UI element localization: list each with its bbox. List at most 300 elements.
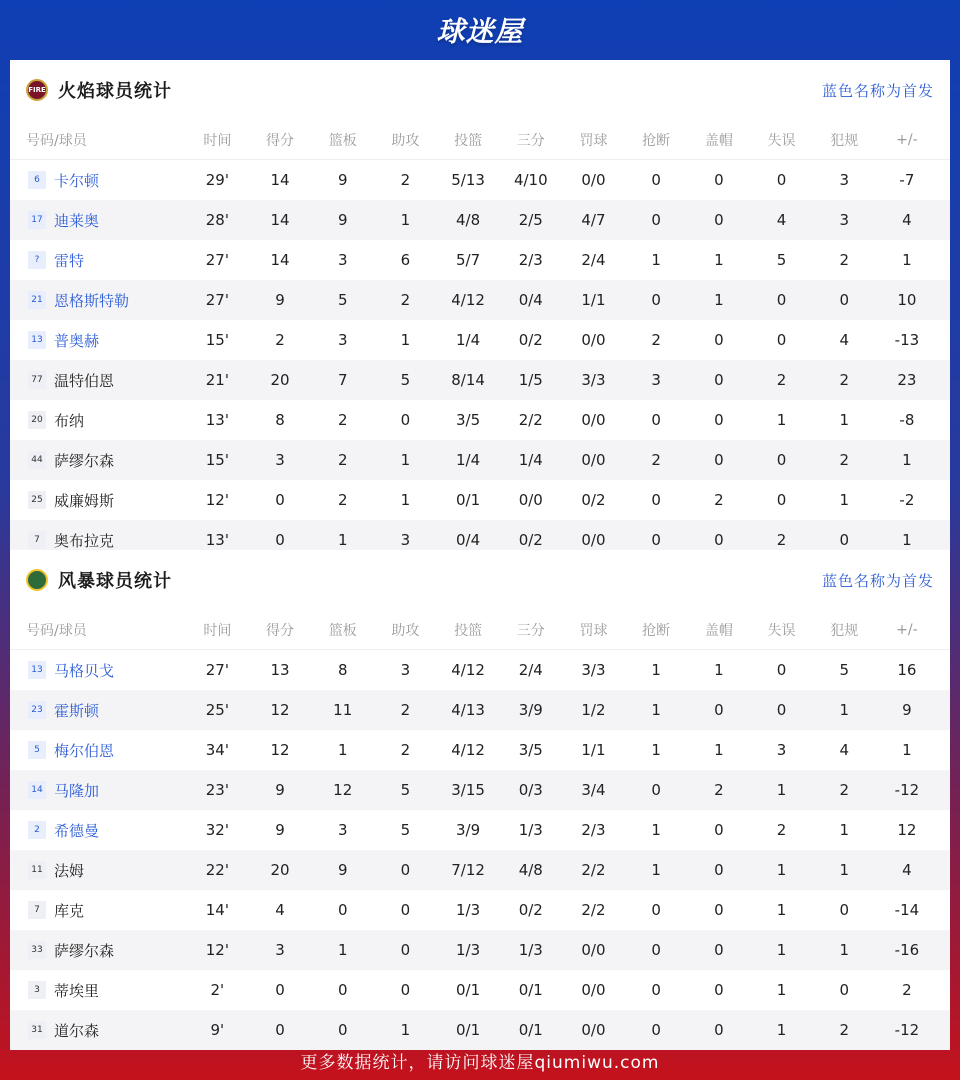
player-row[interactable] — [10, 160, 950, 200]
column-header: 罚球 — [579, 622, 608, 639]
stat-cell: 0/0 — [581, 451, 606, 469]
stat-cell: 1 — [400, 331, 411, 349]
player-row[interactable] — [10, 480, 950, 520]
stat-cell: 1 — [776, 941, 787, 959]
stat-cell: 15' — [205, 331, 229, 349]
player-row[interactable] — [10, 890, 950, 930]
stat-cell: 23' — [205, 781, 229, 799]
stat-cell: 0/4 — [456, 531, 481, 549]
stat-cell: 0 — [400, 411, 411, 429]
stat-cell: 0/1 — [518, 1021, 543, 1039]
stat-cell: 1 — [651, 701, 661, 719]
stat-cell: 0 — [275, 531, 285, 549]
player-cell — [10, 450, 186, 471]
jersey-number-badge: 33 — [28, 941, 46, 959]
jersey-number-badge: 11 — [28, 861, 46, 879]
stat-cell: 7/12 — [451, 861, 485, 879]
column-header: +/- — [896, 131, 918, 148]
column-header: 投篮 — [454, 622, 483, 639]
stat-cell: 0/1 — [456, 1021, 481, 1039]
stat-cell: 8 — [275, 411, 285, 429]
stat-cell: 1/4 — [456, 331, 481, 349]
column-header: 犯规 — [830, 132, 859, 149]
stat-cell: 9 — [337, 861, 348, 879]
column-header: 失误 — [767, 622, 796, 639]
player-name-link[interactable]: 霍斯顿 — [54, 701, 100, 720]
column-header: +/- — [896, 621, 918, 638]
stat-cell: 4/7 — [581, 211, 606, 229]
stat-cell: 0 — [776, 291, 787, 309]
stat-cell: 1 — [776, 901, 787, 919]
stat-cell: 9 — [275, 291, 285, 309]
stat-cell: 1 — [776, 1021, 787, 1039]
stat-cell: 1 — [651, 741, 661, 759]
stat-cell: 22' — [205, 861, 229, 879]
player-name-link[interactable]: 温特伯恩 — [54, 371, 115, 390]
stat-cell: 1 — [902, 741, 912, 759]
stat-cell: 4/8 — [518, 861, 543, 879]
stat-cell: 0 — [714, 211, 724, 229]
stat-cell: 13' — [205, 531, 229, 549]
stat-cell: -12 — [894, 1021, 920, 1039]
stat-cell: 2 — [400, 291, 411, 309]
player-name-link[interactable]: 马格贝戈 — [54, 661, 115, 680]
stat-cell: 1/1 — [581, 741, 606, 759]
stat-cell: 1 — [337, 741, 348, 759]
stat-cell: 3/3 — [581, 371, 606, 389]
stat-cell: 2 — [714, 491, 724, 509]
stat-cell: 0 — [714, 171, 724, 189]
stat-cell: 14' — [205, 901, 229, 919]
jersey-number-badge: ? — [28, 251, 46, 269]
player-cell — [10, 860, 186, 881]
stat-cell: 0 — [714, 861, 724, 879]
jersey-number-badge: 23 — [28, 701, 46, 719]
stat-cell: 3 — [651, 371, 661, 389]
player-cell — [10, 370, 186, 391]
column-header: 盖帽 — [704, 622, 733, 639]
player-row[interactable] — [10, 650, 950, 690]
player-row[interactable] — [10, 400, 950, 440]
player-name-link[interactable]: 库克 — [54, 901, 85, 920]
player-name-link[interactable]: 萨缪尔森 — [54, 451, 115, 470]
player-row[interactable] — [10, 690, 950, 730]
stat-cell: 4 — [839, 741, 849, 759]
jersey-number-badge: 44 — [28, 451, 46, 469]
stat-cell: 2 — [776, 821, 787, 839]
stat-cell: 1 — [902, 451, 912, 469]
stat-cell: 0 — [651, 981, 661, 999]
stat-cell: 2 — [839, 781, 849, 799]
stat-cell: 2/4 — [518, 661, 543, 679]
stat-cell: 0 — [714, 371, 724, 389]
stat-cell: 0 — [714, 331, 724, 349]
player-name-link[interactable]: 奥布拉克 — [54, 531, 115, 550]
stat-cell: 0/1 — [456, 491, 481, 509]
column-header: 助攻 — [391, 132, 420, 149]
column-header: 抢断 — [642, 132, 671, 149]
player-cell — [10, 940, 186, 961]
stat-cell: 0 — [776, 451, 787, 469]
player-cell — [10, 530, 186, 551]
stat-cell: 11 — [333, 701, 353, 719]
stat-cell: 1 — [776, 861, 787, 879]
storm-stats-panel — [10, 550, 950, 1040]
stat-cell: 0 — [714, 531, 724, 549]
stat-cell: -16 — [894, 941, 920, 959]
player-row[interactable] — [10, 320, 950, 360]
stat-cell: 0/0 — [581, 171, 606, 189]
stat-cell: 2/4 — [581, 251, 606, 269]
stat-cell: 3/9 — [518, 701, 543, 719]
stat-cell: 2 — [839, 371, 849, 389]
stat-cell: 0 — [651, 1021, 661, 1039]
stat-cell: 2 — [776, 531, 787, 549]
player-cell — [10, 290, 186, 311]
stat-cell: 0 — [714, 411, 724, 429]
stat-cell: 3 — [776, 741, 787, 759]
stat-cell: 6 — [400, 251, 411, 269]
jersey-number-badge: 77 — [28, 371, 46, 389]
stat-cell: 1 — [337, 531, 348, 549]
player-cell — [10, 330, 186, 351]
stat-cell: 1/3 — [518, 941, 543, 959]
stat-cell: 13 — [270, 661, 290, 679]
jersey-number-badge: 17 — [28, 211, 46, 229]
player-row[interactable] — [10, 770, 950, 810]
footer-promo[interactable]: 更多数据统计，请访问球迷屋qiumiwu.com — [300, 1052, 660, 1073]
stat-cell: 0 — [714, 451, 724, 469]
stat-cell: 1 — [400, 451, 411, 469]
stat-cell: 8 — [337, 661, 348, 679]
stat-cell: 1 — [400, 491, 411, 509]
stat-cell: 4 — [839, 331, 849, 349]
player-name-link[interactable]: 梅尔伯恩 — [54, 741, 115, 760]
stat-cell: -12 — [894, 781, 920, 799]
stat-cell: 0 — [337, 1021, 348, 1039]
stat-cell: 0/2 — [518, 331, 543, 349]
stat-cell: 2 — [839, 1021, 849, 1039]
stat-cell: 1/3 — [518, 821, 543, 839]
stat-cell: 3 — [337, 821, 348, 839]
player-row[interactable] — [10, 970, 950, 1010]
stat-cell: 0/1 — [518, 981, 543, 999]
player-cell — [10, 820, 186, 841]
stat-cell: 1 — [902, 251, 912, 269]
stat-cell: 0 — [337, 901, 348, 919]
stat-cell: 23 — [897, 371, 917, 389]
stat-cell: -8 — [899, 411, 915, 429]
player-cell — [10, 980, 186, 1001]
player-row[interactable] — [10, 360, 950, 400]
team-stats-title: 风暴球员统计 — [58, 571, 172, 592]
stat-cell: 5/7 — [456, 251, 481, 269]
player-name-link[interactable]: 萨缪尔森 — [54, 941, 115, 960]
player-name-link[interactable]: 普奥赫 — [54, 331, 100, 350]
stat-cell: 2/3 — [518, 251, 543, 269]
player-row[interactable] — [10, 810, 950, 850]
player-name-link[interactable]: 卡尔顿 — [54, 171, 100, 190]
stat-cell: 0 — [651, 491, 661, 509]
stat-cell: 4 — [776, 211, 787, 229]
stat-cell: 1 — [651, 861, 661, 879]
stat-cell: 12 — [333, 781, 353, 799]
stat-cell: 0/1 — [456, 981, 481, 999]
stat-cell: 1 — [776, 981, 787, 999]
stat-cell: -14 — [894, 901, 920, 919]
stat-cell: 3 — [839, 211, 849, 229]
stat-cell: 2 — [714, 781, 724, 799]
stat-cell: 0 — [839, 901, 849, 919]
player-cell — [10, 490, 186, 511]
player-name-link[interactable]: 恩格斯特勒 — [54, 291, 130, 310]
stat-cell: 3 — [337, 331, 348, 349]
stat-cell: 2/5 — [518, 211, 543, 229]
jersey-number-badge: 14 — [28, 781, 46, 799]
stat-cell: 5 — [400, 781, 411, 799]
starter-legend-note: 蓝色名称为首发 — [821, 572, 934, 590]
stat-cell: 0/2 — [581, 491, 606, 509]
stat-cell: 1 — [714, 661, 724, 679]
stat-cell: 1 — [839, 701, 849, 719]
stat-cell: 0/0 — [581, 531, 606, 549]
stat-cell: 28' — [205, 211, 229, 229]
stat-cell: 12 — [270, 701, 290, 719]
stat-cell: 14 — [270, 171, 290, 189]
player-row[interactable] — [10, 930, 950, 970]
jersey-number-badge: 21 — [28, 291, 46, 309]
stat-cell: 12 — [897, 821, 917, 839]
player-row[interactable] — [10, 200, 950, 240]
stat-cell: 0 — [776, 701, 787, 719]
stat-cell: 2/2 — [581, 901, 606, 919]
stat-cell: 5 — [839, 661, 849, 679]
stat-cell: 4 — [902, 861, 912, 879]
stat-cell: 4/13 — [451, 701, 485, 719]
stat-cell: 1 — [839, 491, 849, 509]
player-row[interactable] — [10, 850, 950, 890]
player-cell — [10, 250, 186, 271]
column-header: 篮板 — [328, 622, 357, 639]
player-name-link[interactable]: 希德曼 — [54, 821, 100, 840]
stat-cell: 14 — [270, 251, 290, 269]
player-name-link[interactable]: 雷特 — [54, 251, 85, 270]
stat-cell: 27' — [205, 661, 229, 679]
stat-cell: 4/10 — [513, 171, 548, 189]
stat-cell: 3/5 — [518, 741, 543, 759]
player-name-link[interactable]: 法姆 — [54, 861, 85, 880]
player-name-link[interactable]: 蒂埃里 — [54, 981, 100, 1000]
stat-cell: 1/4 — [518, 451, 543, 469]
stat-cell: 7 — [337, 371, 348, 389]
stat-cell: 9 — [337, 171, 348, 189]
stat-cell: 9 — [337, 211, 348, 229]
panel-header — [10, 60, 950, 120]
column-header: 助攻 — [391, 622, 420, 639]
stat-cell: 0 — [776, 171, 787, 189]
stat-cell: 1/3 — [456, 941, 481, 959]
stat-cell: 5 — [400, 371, 411, 389]
stat-cell: 15' — [205, 451, 229, 469]
player-row[interactable] — [10, 280, 950, 320]
column-header: 抢断 — [642, 622, 671, 639]
player-row[interactable] — [10, 730, 950, 770]
player-name-link[interactable]: 威廉姆斯 — [54, 491, 115, 510]
stat-cell: 2 — [902, 981, 912, 999]
stat-cell: 0 — [714, 701, 724, 719]
stat-cell: 0/0 — [581, 1021, 606, 1039]
stat-cell: 1 — [651, 661, 661, 679]
stat-cell: 1 — [400, 211, 411, 229]
stat-cell: 2 — [275, 331, 285, 349]
column-header: 盖帽 — [704, 132, 733, 149]
column-header: 时间 — [203, 132, 232, 149]
stat-cell: 2 — [400, 741, 411, 759]
stat-cell: 10 — [897, 291, 917, 309]
player-name-link[interactable]: 迪莱奥 — [54, 211, 100, 230]
player-cell — [10, 900, 186, 921]
table-header-row — [10, 610, 950, 650]
stat-cell: 0 — [651, 901, 661, 919]
stat-cell: 1 — [839, 861, 849, 879]
player-cell — [10, 1020, 186, 1041]
player-cell — [10, 410, 186, 431]
stat-cell: 0 — [839, 981, 849, 999]
stat-cell: 0 — [776, 661, 787, 679]
stat-cell: 3 — [400, 531, 411, 549]
column-header: 犯规 — [830, 622, 859, 639]
stat-cell: 1 — [651, 251, 661, 269]
stat-cell: -2 — [899, 491, 915, 509]
stat-cell: 0/0 — [581, 981, 606, 999]
stat-cell: 2 — [337, 451, 348, 469]
stat-cell: 9 — [275, 821, 285, 839]
player-row[interactable] — [10, 240, 950, 280]
stat-cell: 0 — [651, 171, 661, 189]
stat-cell: 3/9 — [456, 821, 481, 839]
stat-cell: 5 — [776, 251, 787, 269]
column-header: 投篮 — [454, 132, 483, 149]
player-cell — [10, 210, 186, 231]
team-stats-title: 火焰球员统计 — [58, 81, 172, 102]
column-header: 时间 — [203, 622, 232, 639]
stat-cell: -7 — [899, 171, 915, 189]
stat-cell: 5 — [400, 821, 411, 839]
stat-cell: 27' — [205, 251, 229, 269]
player-cell — [10, 170, 186, 191]
column-header: 得分 — [266, 622, 295, 639]
starter-legend-note: 蓝色名称为首发 — [821, 82, 934, 100]
stat-cell: 0 — [400, 941, 411, 959]
stat-cell: 1 — [714, 251, 724, 269]
stat-cell: 20 — [270, 861, 290, 879]
stat-cell: 4 — [902, 211, 912, 229]
player-row[interactable] — [10, 440, 950, 480]
stat-cell: 12' — [205, 941, 229, 959]
stat-cell: 2 — [337, 411, 348, 429]
player-name-link[interactable]: 马隆加 — [54, 781, 100, 800]
jersey-number-badge: 13 — [28, 331, 46, 349]
stat-cell: 9 — [275, 781, 285, 799]
column-header: 篮板 — [328, 132, 357, 149]
stat-cell: 13' — [205, 411, 229, 429]
stat-cell: 1 — [776, 411, 787, 429]
stat-cell: 0 — [400, 861, 411, 879]
stat-cell: 14 — [270, 211, 290, 229]
player-cell — [10, 740, 186, 761]
stat-cell: 2 — [839, 251, 849, 269]
player-cell — [10, 780, 186, 801]
panel-header — [10, 550, 950, 610]
stat-cell: 0 — [839, 531, 849, 549]
stat-cell: 0 — [714, 821, 724, 839]
jersey-number-badge: 3 — [28, 981, 46, 999]
stat-cell: 0 — [275, 981, 285, 999]
stat-cell: 16 — [897, 661, 917, 679]
jersey-number-badge: 13 — [28, 661, 46, 679]
stat-cell: 32' — [205, 821, 229, 839]
stat-cell: 4 — [275, 901, 285, 919]
stat-cell: 0 — [839, 291, 849, 309]
stat-cell: 9 — [902, 701, 912, 719]
player-cell — [10, 700, 186, 721]
jersey-number-badge: 7 — [28, 531, 46, 549]
stat-cell: 0/0 — [581, 331, 606, 349]
stat-cell: 0/0 — [581, 941, 606, 959]
stat-cell: 4/12 — [451, 741, 485, 759]
stat-cell: 1 — [839, 941, 849, 959]
stat-cell: 1 — [400, 1021, 411, 1039]
storm-team-logo-icon — [26, 569, 48, 591]
stat-cell: 0 — [651, 211, 661, 229]
stat-cell: 0 — [714, 981, 724, 999]
stat-cell: 1 — [714, 291, 724, 309]
stat-cell: 0 — [714, 1021, 724, 1039]
stat-cell: 1 — [902, 531, 912, 549]
stat-cell: 2/3 — [581, 821, 606, 839]
stat-cell: 27' — [205, 291, 229, 309]
stat-cell: 1 — [776, 781, 787, 799]
stat-cell: 3 — [337, 251, 348, 269]
stat-cell: 21' — [205, 371, 229, 389]
jersey-number-badge: 20 — [28, 411, 46, 429]
stat-cell: 3/3 — [581, 661, 606, 679]
stat-cell: 0 — [400, 981, 411, 999]
stat-cell: 0 — [651, 941, 661, 959]
stat-cell: 2 — [839, 451, 849, 469]
stat-cell: 1/3 — [456, 901, 481, 919]
stat-cell: 5 — [337, 291, 348, 309]
stat-cell: 0 — [651, 291, 661, 309]
stat-cell: 3 — [839, 171, 849, 189]
jersey-number-badge: 7 — [28, 901, 46, 919]
stat-cell: 2 — [651, 331, 661, 349]
stat-cell: 12 — [270, 741, 290, 759]
stat-cell: 4/12 — [451, 661, 485, 679]
player-name-link[interactable]: 道尔森 — [54, 1021, 100, 1040]
stat-cell: 2 — [776, 371, 787, 389]
jersey-number-badge: 5 — [28, 741, 46, 759]
stat-cell: 1 — [714, 741, 724, 759]
stat-cell: 0 — [337, 981, 348, 999]
jersey-number-badge: 6 — [28, 171, 46, 189]
player-name-link[interactable]: 布纳 — [54, 411, 85, 430]
stat-cell: 20 — [270, 371, 290, 389]
stat-cell: 0 — [714, 941, 724, 959]
fire-team-logo-icon: FIRE — [26, 79, 48, 101]
stat-cell: 2 — [400, 171, 411, 189]
stat-cell: 1 — [839, 411, 849, 429]
